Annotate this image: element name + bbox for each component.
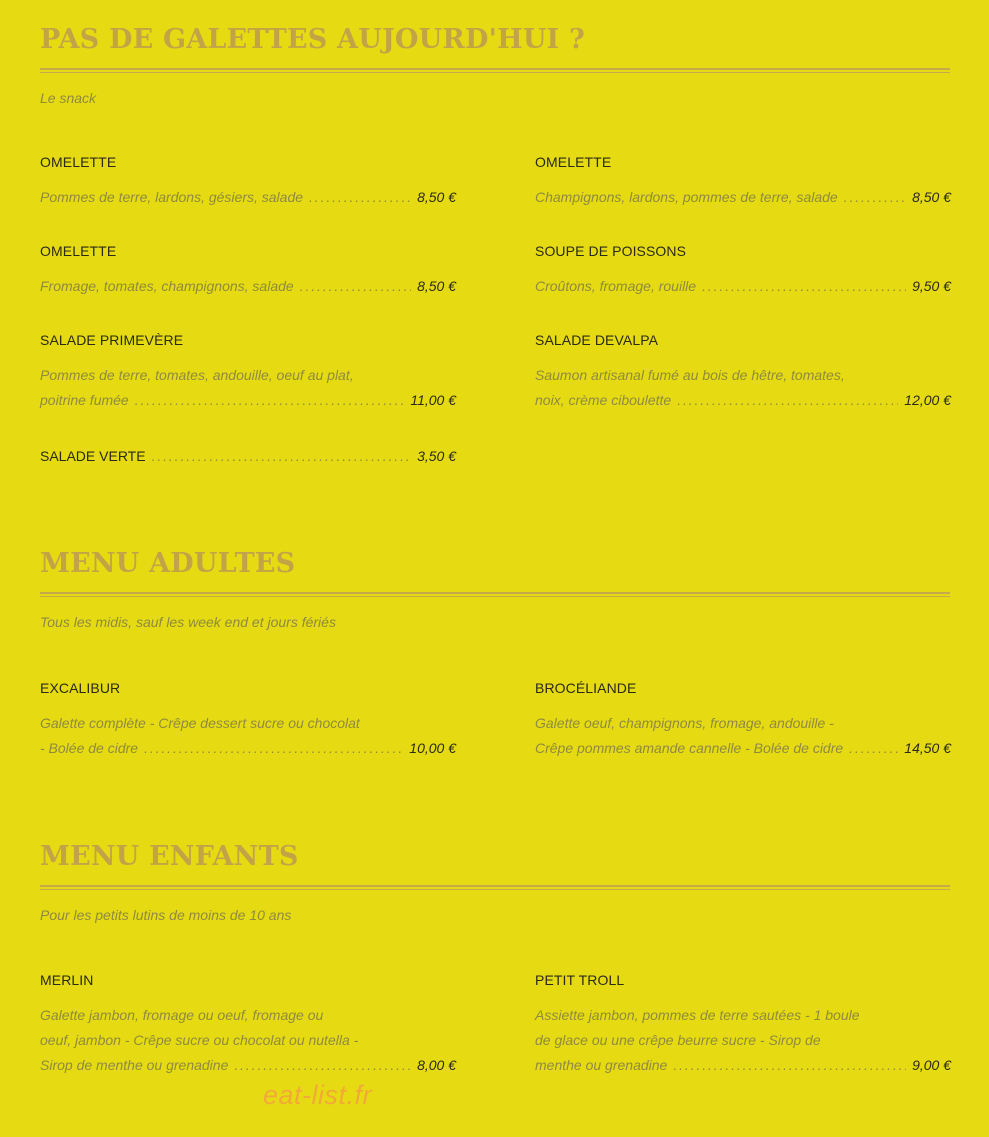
item-price: 8,50 € [417, 278, 456, 294]
menu-item-omelette-2 [535, 152, 951, 210]
dot-leader [144, 736, 403, 761]
item-name: OMELETTE [535, 154, 612, 170]
item-description-line: Croûtons, fromage, rouille [535, 278, 697, 294]
item-description-line: - Bolée de cidre [40, 740, 139, 756]
section-subtitle: Tous les midis, sauf les week end et jours fériés [40, 614, 336, 630]
menu-item-omelette-3 [40, 241, 456, 299]
item-description-line: poitrine fumée [40, 392, 129, 408]
item-description [535, 363, 951, 413]
item-price: 10,00 € [409, 740, 456, 756]
item-description-line: Pommes de terre, tomates, andouille, oeuf au plat, [40, 367, 354, 383]
section-subtitle: Pour les petits lutins de moins de 10 ans [40, 907, 292, 923]
section-divider [40, 68, 950, 73]
menu-item-broceliande [535, 678, 951, 761]
dot-leader [702, 274, 906, 299]
dot-leader [135, 388, 405, 413]
dot-leader [300, 274, 411, 299]
item-price: 8,50 € [417, 189, 456, 205]
menu-item-salade-verte [40, 444, 456, 469]
item-description-line: Crêpe pommes amande cannelle - Bolée de cidre [535, 740, 844, 756]
menu-item-soupe-de-poissons [535, 241, 951, 299]
item-description-line: Fromage, tomates, champignons, salade [40, 278, 294, 294]
item-description-line: Galette oeuf, champignons, fromage, andouille - [535, 715, 834, 731]
watermark: eat-list.fr [263, 1080, 373, 1110]
item-price: 3,50 € [417, 448, 456, 464]
item-name: SALADE PRIMEVÈRE [40, 332, 184, 348]
item-description-line: Galette jambon, fromage ou oeuf, fromage ou [40, 1007, 324, 1023]
item-description-line: menthe ou grenadine [535, 1057, 668, 1073]
dot-leader [844, 185, 906, 210]
menu-item-merlin [40, 970, 456, 1078]
menu-item-salade-devalpa [535, 330, 951, 413]
item-description [40, 1003, 456, 1078]
item-price: 9,00 € [912, 1057, 951, 1073]
dot-leader [673, 1053, 906, 1078]
section-title: MENU ADULTES [40, 548, 296, 579]
menu-item-petit-troll [535, 970, 951, 1078]
item-description [40, 185, 456, 210]
item-description [535, 274, 951, 299]
item-description [535, 185, 951, 210]
section-divider [40, 885, 950, 890]
menu-item-salade-primevere [40, 330, 456, 413]
item-description [40, 274, 456, 299]
item-description-line: Assiette jambon, pommes de terre sautées - 1 boule [535, 1007, 860, 1023]
section-subtitle: Le snack [40, 90, 97, 106]
item-description [40, 444, 456, 469]
section-title: PAS DE GALETTES AUJOURD'HUI ? [40, 24, 586, 55]
dot-leader [849, 736, 898, 761]
item-name: SALADE DEVALPA [535, 332, 659, 348]
item-name: EXCALIBUR [40, 680, 121, 696]
item-name: BROCÉLIANDE [535, 680, 637, 696]
item-description-line: noix, crème ciboulette [535, 392, 672, 408]
item-name: SALADE VERTE [40, 448, 146, 464]
item-price: 8,50 € [912, 189, 951, 205]
item-name: MERLIN [40, 972, 94, 988]
item-price: 14,50 € [904, 740, 951, 756]
item-description [535, 1003, 951, 1078]
item-name: PETIT TROLL [535, 972, 625, 988]
dot-leader [677, 388, 898, 413]
item-description-line: Pommes de terre, lardons, gésiers, salade [40, 189, 304, 205]
section-menu-enfants [40, 839, 950, 923]
item-description-line: oeuf, jambon - Crêpe sucre ou chocolat ou nutella - [40, 1032, 359, 1048]
section-divider [40, 592, 950, 597]
item-name: OMELETTE [40, 154, 117, 170]
dot-leader [309, 185, 411, 210]
item-description [40, 711, 456, 761]
item-description-line: Saumon artisanal fumé au bois de hêtre, tomates, [535, 367, 845, 383]
dot-leader [234, 1053, 411, 1078]
item-price: 8,00 € [417, 1057, 456, 1073]
menu-item-omelette-1 [40, 152, 456, 210]
item-description-line: Galette complète - Crêpe dessert sucre ou chocolat [40, 715, 360, 731]
item-price: 12,00 € [904, 392, 951, 408]
item-price: 11,00 € [410, 392, 456, 408]
menu-item-excalibur [40, 678, 456, 761]
item-description-line: de glace ou une crêpe beurre sucre - Sirop de [535, 1032, 821, 1048]
item-description [40, 363, 456, 413]
section-title: MENU ENFANTS [40, 841, 299, 872]
item-description [535, 711, 951, 761]
section-menu-adultes [40, 546, 950, 630]
section-snack [40, 22, 950, 106]
dot-leader [152, 444, 412, 469]
item-price: 9,50 € [912, 278, 951, 294]
item-name: OMELETTE [40, 243, 117, 259]
item-description-line: Champignons, lardons, pommes de terre, salade [535, 189, 838, 205]
item-name: SOUPE DE POISSONS [535, 243, 687, 259]
item-description-line: Sirop de menthe ou grenadine [40, 1057, 229, 1073]
